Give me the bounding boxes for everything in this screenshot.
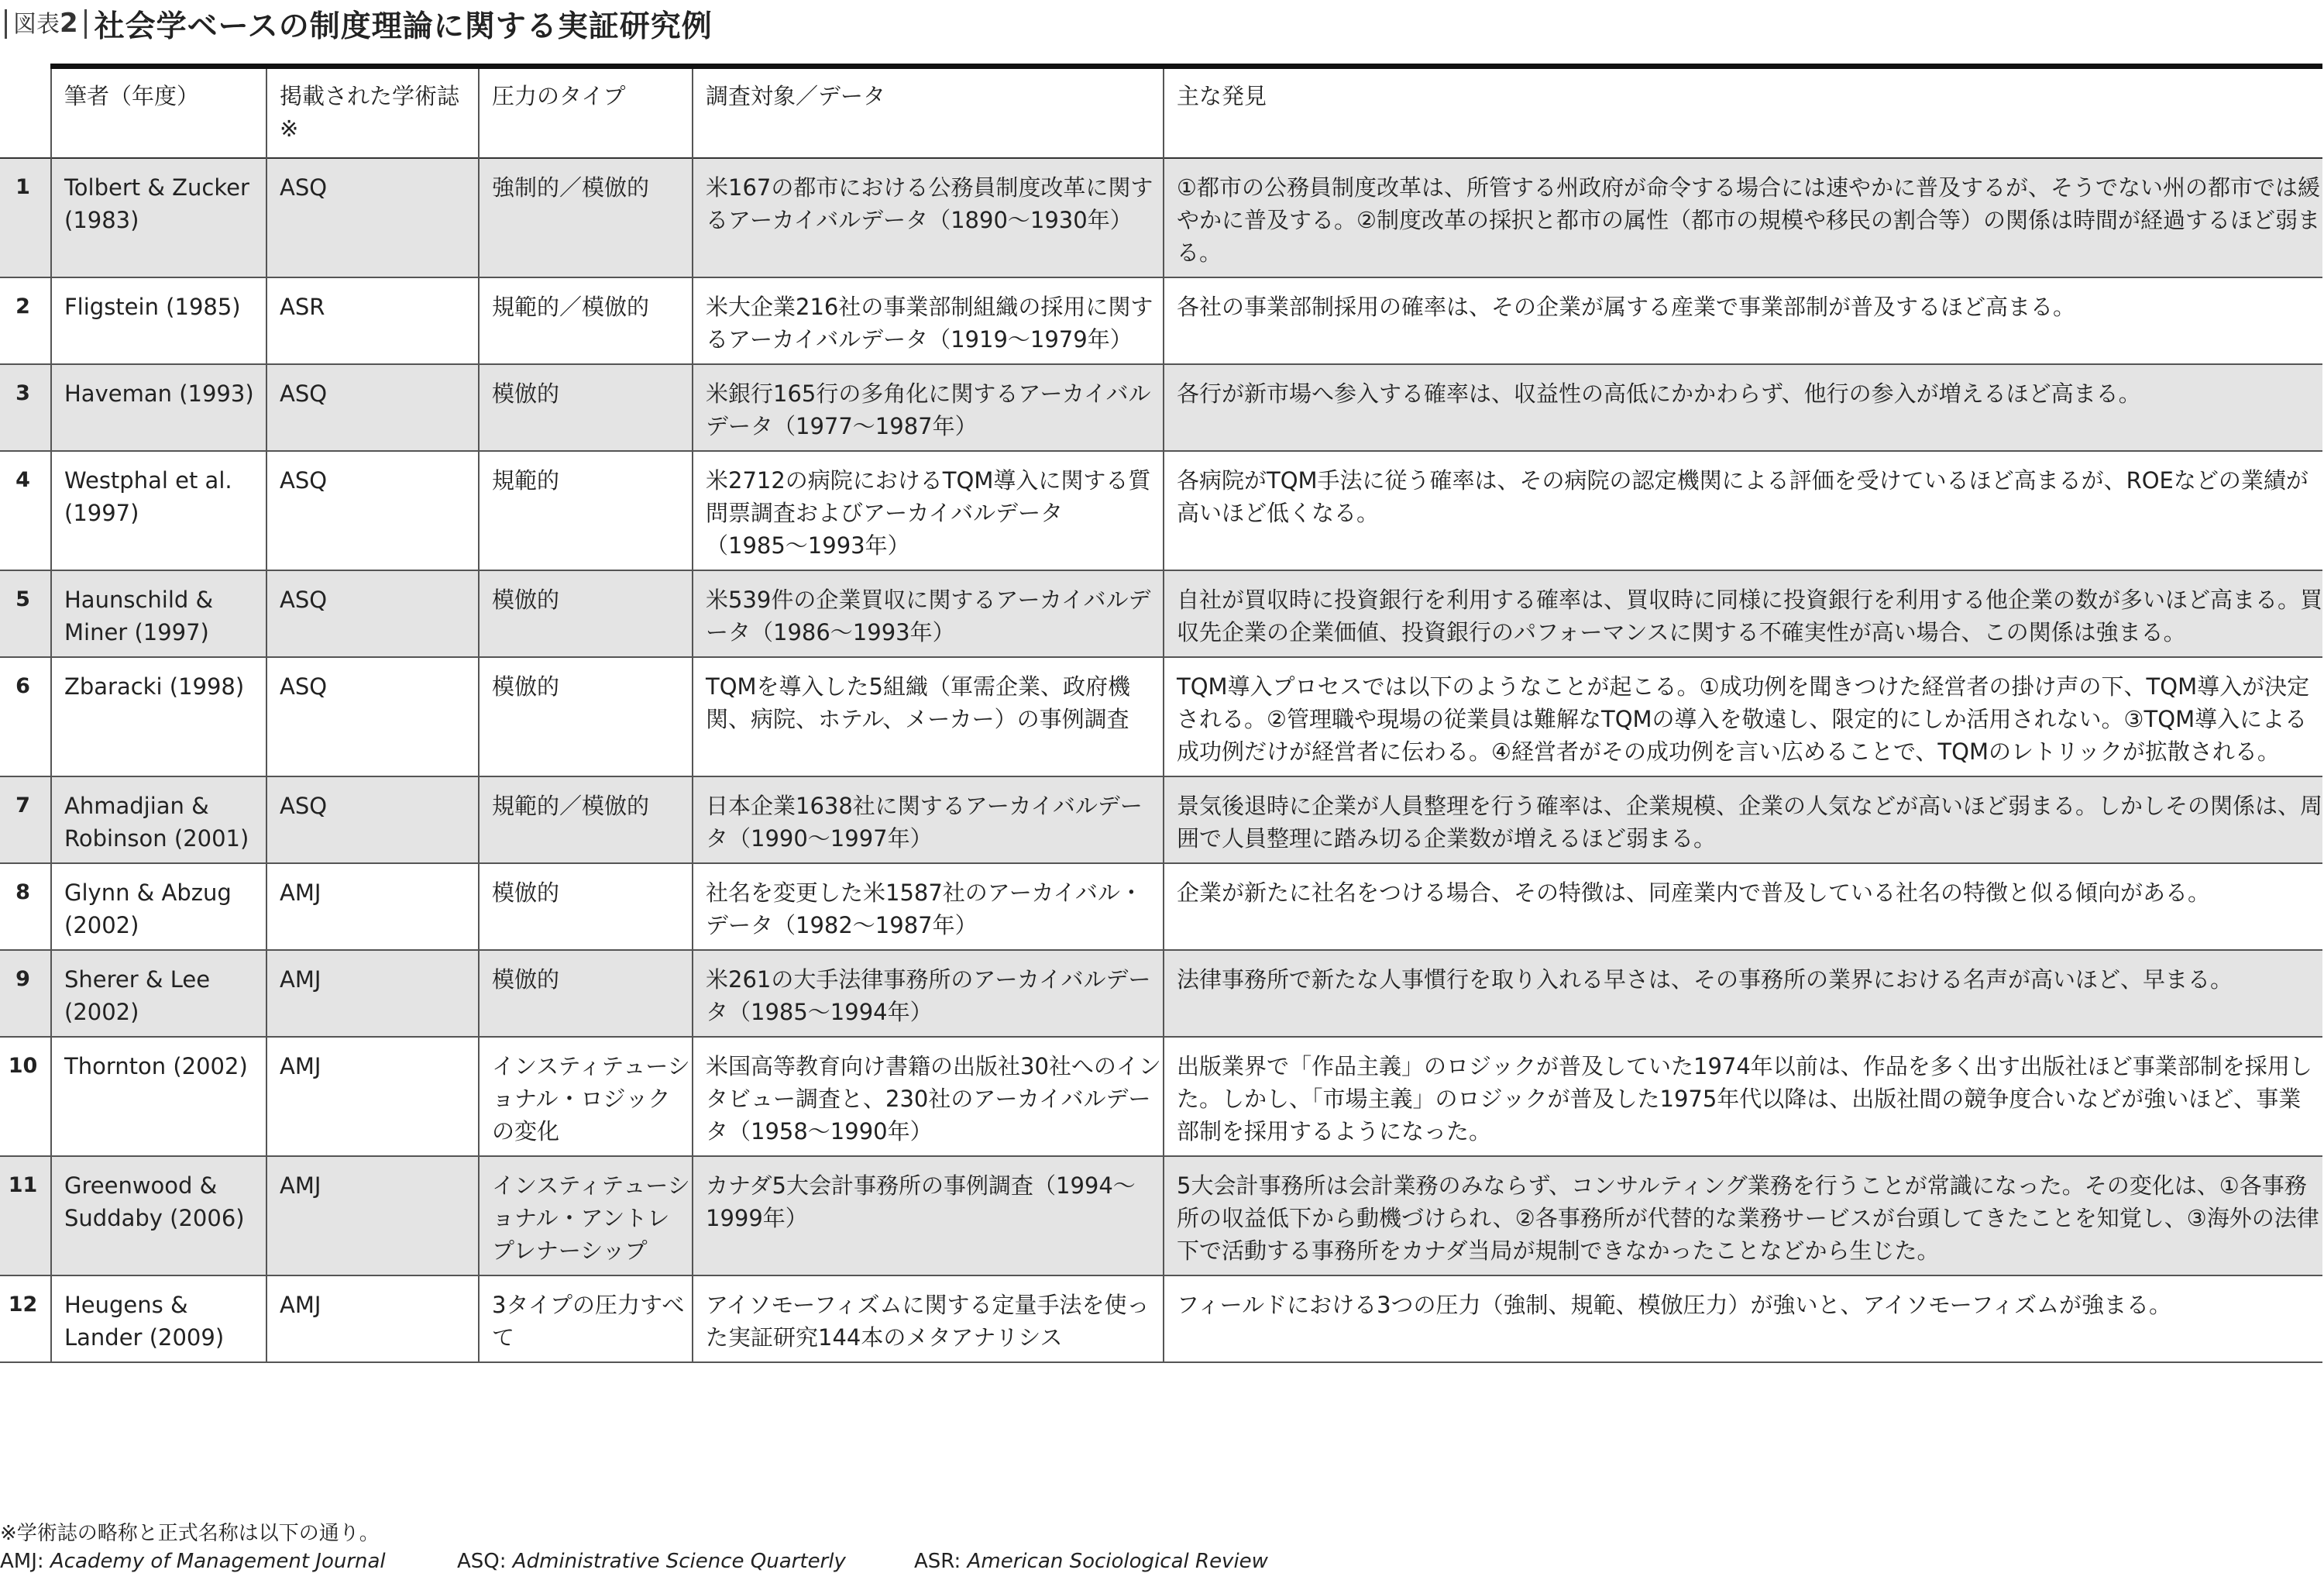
pressure-type-cell: 強制的／模倣的 (479, 158, 693, 277)
table-row (0, 277, 2322, 364)
table-row (0, 364, 2322, 451)
table-row (0, 863, 2322, 950)
data-cell: アイソモーフィズムに関する定量手法を使った実証研究144本のメタアナリシス (693, 1275, 1164, 1362)
journal-cell: AMJ (266, 863, 479, 950)
pressure-type-cell: 模倣的 (479, 657, 693, 776)
data-cell: 米銀行165行の多角化に関するアーカイバルデータ（1977〜1987年） (693, 364, 1164, 451)
journal-cell: AMJ (266, 1156, 479, 1275)
footnotes (0, 1520, 1371, 1575)
journal-cell: AMJ (266, 1037, 479, 1156)
journal-cell: ASR (266, 277, 479, 364)
findings-cell: 景気後退時に企業が人員整理を行う確率は、企業規模、企業の人気などが高いほど弱まる。しかしその関係は、周囲で人員整理に踏み切る企業数が増えるほど弱まる。 (1164, 776, 2322, 863)
findings-cell: 各行が新市場へ参入する確率は、収益性の高低にかかわらず、他行の参入が増えるほど高まる。 (1164, 364, 2322, 451)
row-number: 11 (0, 1156, 51, 1275)
author-cell: Ahmadjian & Robinson (2001) (51, 776, 266, 863)
author-cell: Haunschild & Miner (1997) (51, 570, 266, 657)
row-number: 3 (0, 364, 51, 451)
author-cell: Heugens & Lander (2009) (51, 1275, 266, 1362)
header-findings: 主な発見 (1164, 67, 2322, 158)
journal-cell: AMJ (266, 950, 479, 1037)
data-cell: 社名を変更した米1587社のアーカイバル・データ（1982〜1987年） (693, 863, 1164, 950)
abbreviation-asr: ASR: American Sociological Review (914, 1550, 1268, 1573)
pressure-type-cell: インスティテューショナル・ロジックの変化 (479, 1037, 693, 1156)
pressure-type-cell: 模倣的 (479, 863, 693, 950)
table-row (0, 451, 2322, 570)
author-cell: Westphal et al. (1997) (51, 451, 266, 570)
journal-cell: ASQ (266, 364, 479, 451)
data-cell: 日本企業1638社に関するアーカイバルデータ（1990〜1997年） (693, 776, 1164, 863)
journal-cell: AMJ (266, 1275, 479, 1362)
table-row (0, 657, 2322, 776)
findings-cell: 企業が新たに社名をつける場合、その特徴は、同産業内で普及している社名の特徴と似る傾向がある。 (1164, 863, 2322, 950)
data-cell: 米大企業216社の事業部制組織の採用に関するアーカイバルデータ（1919〜1979年） (693, 277, 1164, 364)
row-number: 6 (15, 673, 30, 698)
findings-cell: ①都市の公務員制度改革は、所管する州政府が命令する場合には速やかに普及するが、そうでない州の都市では緩やかに普及する。②制度改革の採択と都市の属性（都市の規模や移民の割合等）の関係は時間が経過するほど弱まる。 (1164, 158, 2322, 277)
findings-cell: 各病院がTQM手法に従う確率は、その病院の認定機関による評価を受けているほど高まるが、ROEなどの業績が高いほど低くなる。 (1164, 451, 2322, 570)
data-cell: TQMを導入した5組織（軍需企業、政府機関、病院、ホテル、メーカー）の事例調査 (693, 657, 1164, 776)
data-cell: カナダ5大会計事務所の事例調査（1994〜1999年） (693, 1156, 1164, 1275)
table-row (0, 1275, 2322, 1362)
journal-cell: ASQ (266, 657, 479, 776)
pressure-type-cell: 規範的／模倣的 (479, 776, 693, 863)
abbreviation-list (0, 1547, 1371, 1575)
journal-cell: ASQ (266, 451, 479, 570)
data-cell: 米261の大手法律事務所のアーカイバルデータ（1985〜1994年） (693, 950, 1164, 1037)
findings-cell: 各社の事業部制採用の確率は、その企業が属する産業で事業部制が普及するほど高まる。 (1164, 277, 2322, 364)
header-number (0, 67, 51, 158)
data-cell: 米2712の病院におけるTQM導入に関する質問票調査およびアーカイバルデータ（1985〜1993年） (693, 451, 1164, 570)
journal-cell: ASQ (266, 158, 479, 277)
footnote-intro: ※学術誌の略称と正式名称は以下の通り。 (0, 1522, 380, 1545)
table-row (0, 776, 2322, 863)
author-cell: Thornton (2002) (51, 1037, 266, 1156)
data-cell: 米167の都市における公務員制度改革に関するアーカイバルデータ（1890〜1930年） (693, 158, 1164, 277)
author-cell: Tolbert & Zucker (1983) (51, 158, 266, 277)
row-number: 9 (0, 950, 51, 1037)
table-row (0, 570, 2322, 657)
row-number: 8 (15, 879, 30, 904)
pressure-type-cell: 規範的 (479, 451, 693, 570)
author-cell: Greenwood & Suddaby (2006) (51, 1156, 266, 1275)
figure-title (5, 5, 713, 43)
findings-cell: TQM導入プロセスでは以下のようなことが起こる。①成功例を聞きつけた経営者の掛け声の下、TQM導入が決定される。②管理職や現場の従業員は難解なTQMの導入を敬遠し、限定的にしか活用されない。③TQM導入による成功例だけが経営者に伝わる。④経営者がその成功例を言い広めることで、TQMのレトリックが拡散される。 (1164, 657, 2322, 776)
findings-cell: 法律事務所で新たな人事慣行を取り入れる早さは、その事務所の業界における名声が高いほど、早まる。 (1164, 950, 2322, 1037)
author-cell: Sherer & Lee (2002) (51, 950, 266, 1037)
pressure-type-cell: 模倣的 (479, 950, 693, 1037)
pressure-type-cell: インスティテューショナル・アントレプレナーシップ (479, 1156, 693, 1275)
abbreviation-amj: AMJ: Academy of Management Journal (0, 1550, 386, 1573)
pressure-type-cell: 模倣的 (479, 364, 693, 451)
pressure-type-cell: 規範的／模倣的 (479, 277, 693, 364)
pressure-type-cell: 模倣的 (479, 570, 693, 657)
row-number: 7 (0, 776, 51, 863)
figure-label: 図表2 (5, 9, 87, 39)
pressure-type-cell: 3タイプの圧力すべて (479, 1275, 693, 1362)
journal-cell: ASQ (266, 776, 479, 863)
header-author: 筆者（年度） (51, 67, 266, 158)
row-number: 5 (0, 570, 51, 657)
author-cell: Fligstein (1985) (51, 277, 266, 364)
findings-cell: 自社が買収時に投資銀行を利用する確率は、買収時に同様に投資銀行を利用する他企業の数が多いほど高まる。買収先企業の企業価値、投資銀行のパフォーマンスに関する不確実性が高い場合、この関係は強まる。 (1164, 570, 2322, 657)
header-pressure-type: 圧力のタイプ (479, 67, 693, 158)
data-cell: 米539件の企業買収に関するアーカイバルデータ（1986〜1993年） (693, 570, 1164, 657)
findings-cell: 5大会計事務所は会計業務のみならず、コンサルティング業務を行うことが常識になった。その変化は、①各事務所の収益低下から動機づけられ、②各事務所が代替的な業務サービスが台頭してきたことを知覚し、③海外の法律下で活動する事務所をカナダ当局が規制できなかったことなどから生じた。 (1164, 1156, 2322, 1275)
author-cell: Zbaracki (1998) (51, 657, 266, 776)
table-row (0, 158, 2322, 277)
journal-cell: ASQ (266, 570, 479, 657)
table-row (0, 1156, 2322, 1275)
findings-cell: 出版業界で「作品主義」のロジックが普及していた1974年以前は、作品を多く出す出版社ほど事業部制を採用した。しかし、「市場主義」のロジックが普及した1975年代以降は、出版社間の競争度合いなどが強いほど、事業部制を採用するようになった。 (1164, 1037, 2322, 1156)
page-title: 社会学ベースの制度理論に関する実証研究例 (94, 9, 713, 44)
abbreviation-asq: ASQ: Administrative Science Quarterly (457, 1550, 846, 1573)
row-number: 2 (15, 294, 30, 318)
author-cell: Haveman (1993) (51, 364, 266, 451)
header-journal: 掲載された学術誌※ (266, 67, 479, 158)
table-header-row (0, 67, 2322, 158)
data-cell: 米国高等教育向け書籍の出版社30社へのインタビュー調査と、230社のアーカイバルデータ（1958〜1990年） (693, 1037, 1164, 1156)
author-cell: Glynn & Abzug (2002) (51, 863, 266, 950)
table-row (0, 950, 2322, 1037)
row-number: 12 (8, 1292, 38, 1317)
findings-cell: フィールドにおける3つの圧力（強制、規範、模倣圧力）が強いと、アイソモーフィズムが強まる。 (1164, 1275, 2322, 1362)
row-number: 4 (15, 467, 30, 492)
table-row (0, 1037, 2322, 1156)
studies-table (0, 64, 2322, 1363)
row-number: 10 (8, 1053, 38, 1078)
row-number: 1 (0, 158, 51, 277)
header-data: 調査対象／データ (693, 67, 1164, 158)
